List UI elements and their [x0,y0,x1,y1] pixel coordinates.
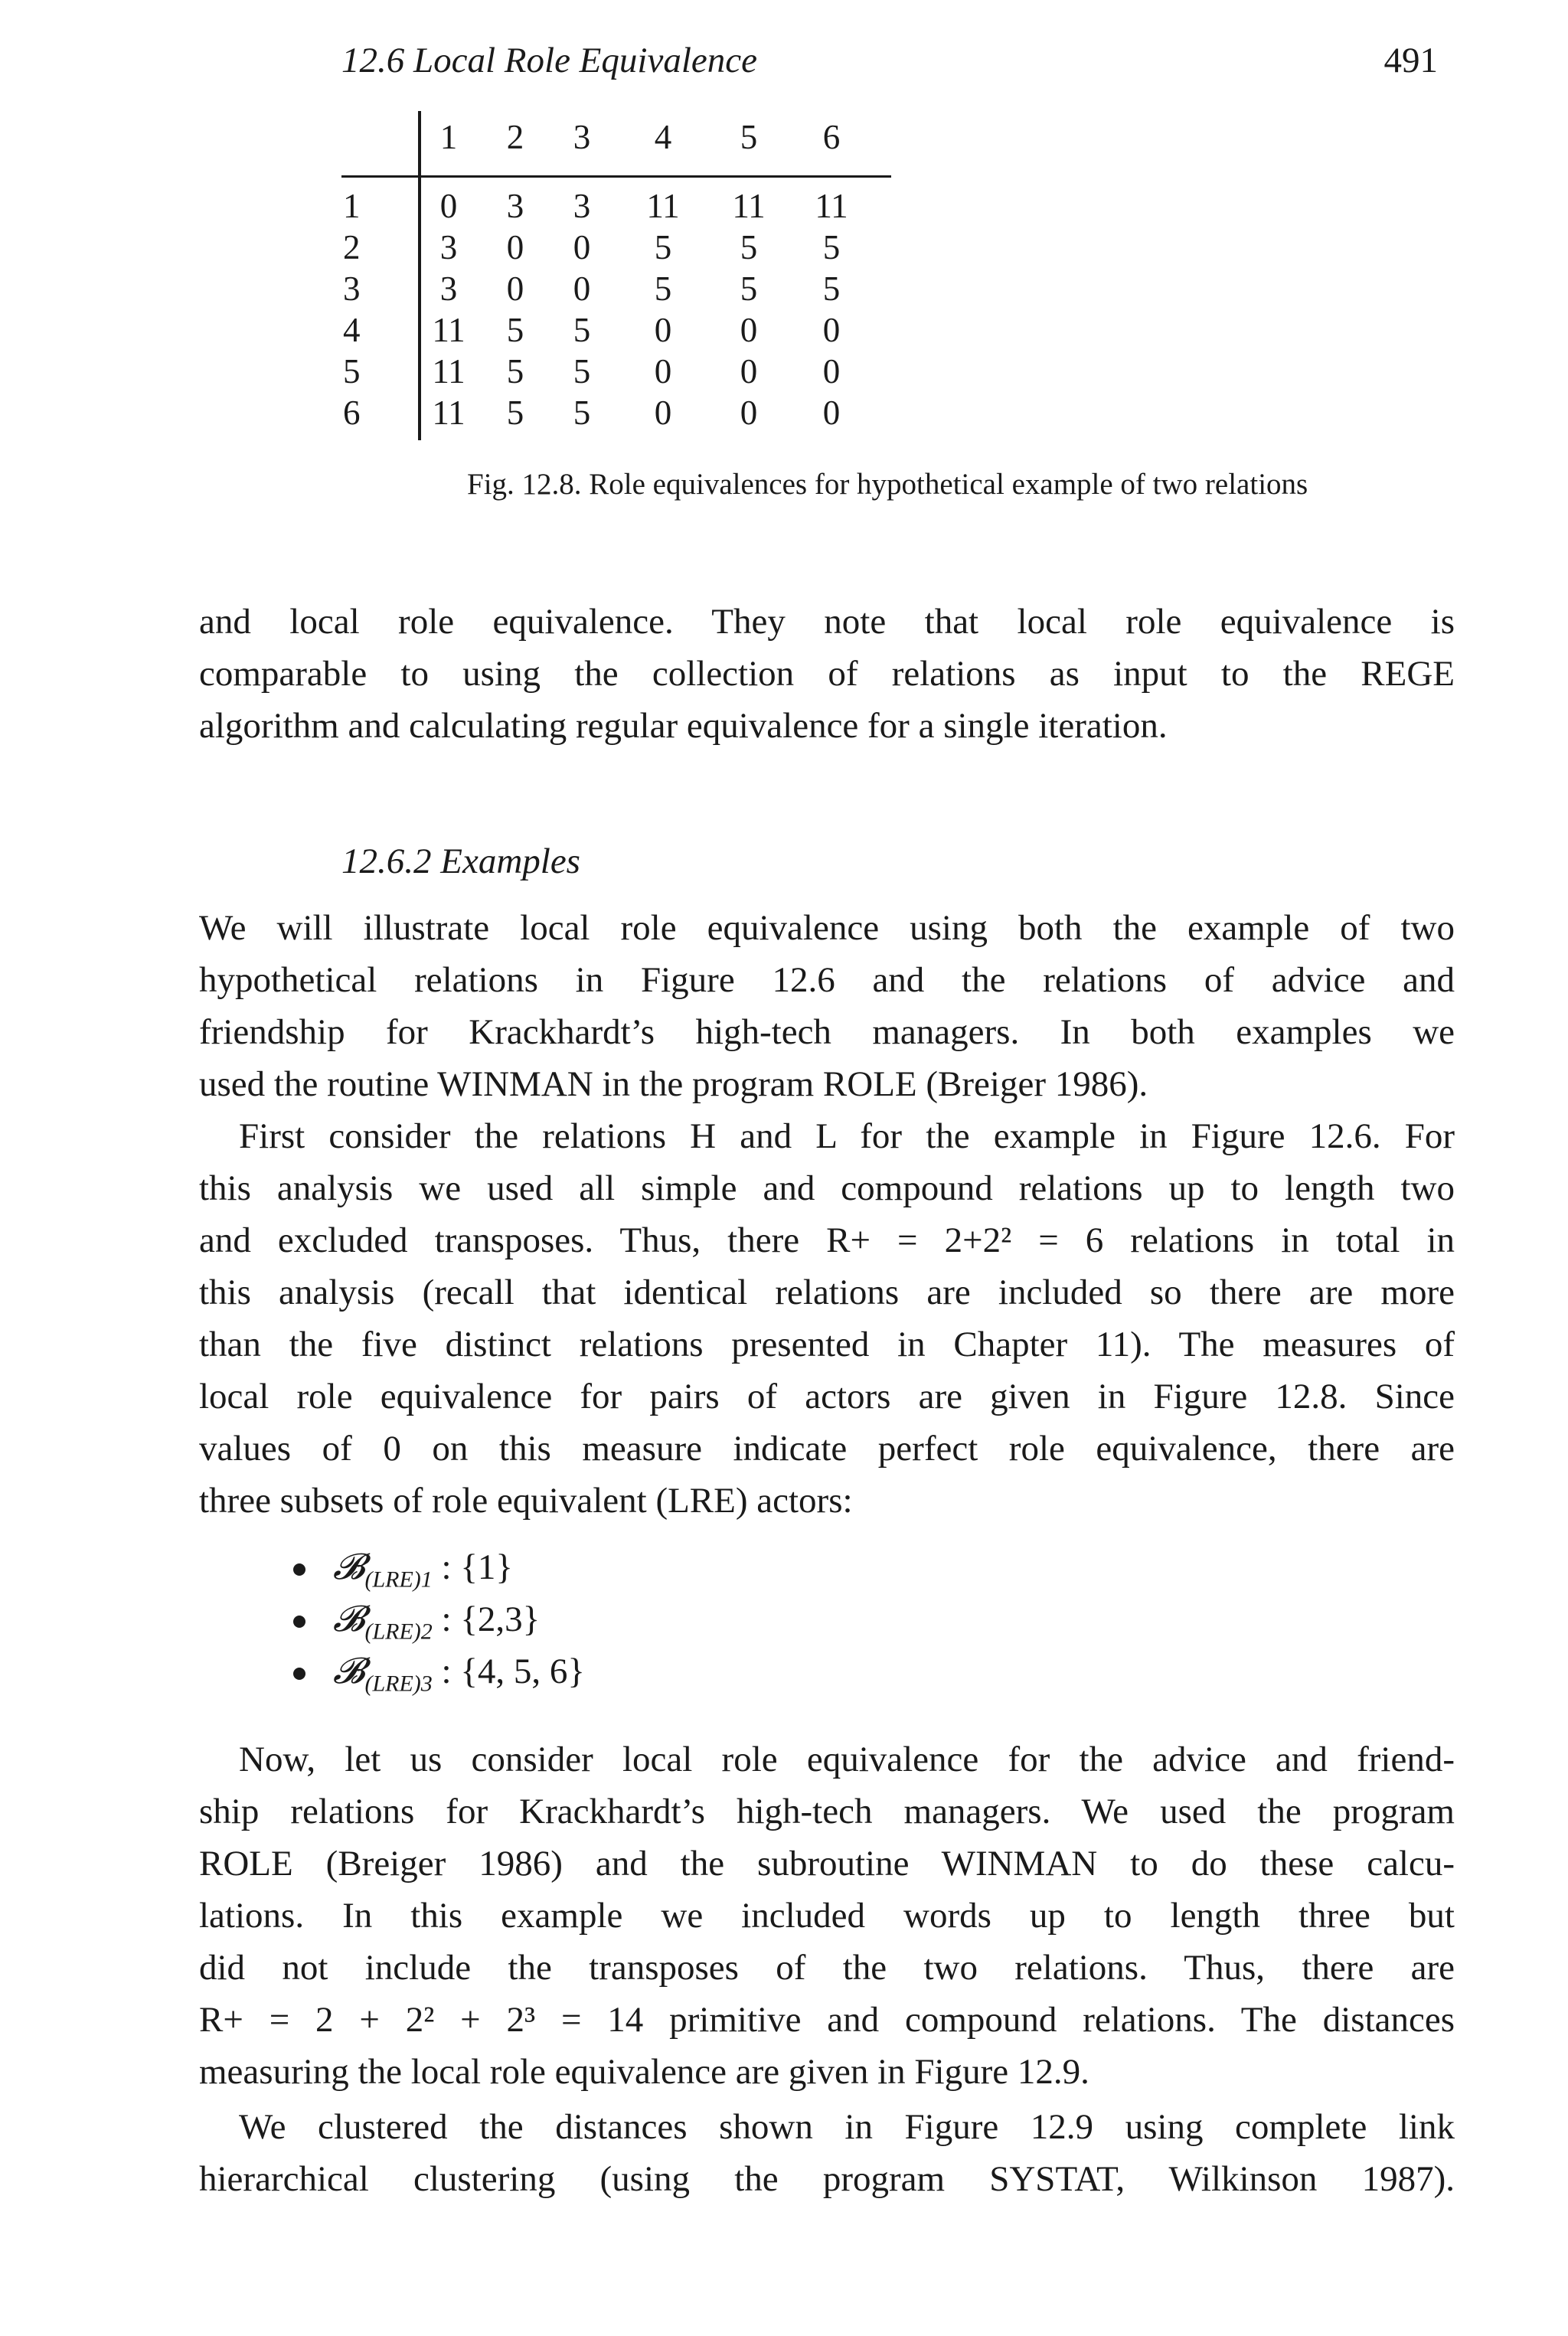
text-line: We clustered the distances shown in Figure 12.9 using complete link [239,2107,1455,2147]
matrix-cell: 11 [646,187,680,225]
matrix-cell: 5 [506,352,524,390]
text-line: ship relations for Krackhardt’s high-tech managers. We used the program [199,1792,1455,1831]
matrix-cell: 5 [822,270,841,308]
matrix-cell: 3 [506,187,524,225]
bullet-icon [293,1616,305,1628]
section-heading: 12.6.2 Examples [341,841,580,881]
matrix-cell: 0 [506,228,524,266]
matrix-horizontal-rule [341,175,891,178]
matrix-cell: 0 [654,394,672,432]
matrix-cell: 0 [506,270,524,308]
matrix-cell: 3 [439,228,458,266]
text-line: local role equivalence for pairs of actors are given in Figure 12.8. Since [199,1377,1455,1416]
row-label: 2 [343,228,361,266]
matrix-cell: 0 [573,270,591,308]
text-line: used the routine WINMAN in the program ROLE (Breiger 1986). [199,1064,1148,1104]
matrix-cell: 5 [573,394,591,432]
text-line: this analysis (recall that identical relations are included so there are more [199,1273,1455,1312]
text-line: ROLE (Breiger 1986) and the subroutine WINMAN to do these calcu- [199,1844,1455,1884]
matrix-cell: 0 [654,352,672,390]
matrix-cell: 0 [740,352,758,390]
text-line: three subsets of role equivalent (LRE) actors: [199,1481,853,1521]
paragraph-2 [199,902,1455,1110]
text-line: We will illustrate local role equivalence using both the example of two [199,908,1455,948]
matrix-cell: 5 [573,311,591,349]
column-header: 5 [740,118,758,156]
paragraph-3 [199,1110,1455,1527]
text-line: algorithm and calculating regular equivalence for a single iteration. [199,706,1168,746]
text-line: First consider the relations H and L for the example in Figure 12.6. For [239,1116,1455,1156]
matrix-cell: 5 [654,270,672,308]
list-item-text: 𝓑$_{(LRE)2}$ : {2,3} [333,1599,541,1645]
matrix-cell: 11 [432,352,466,390]
figure-caption: Fig. 12.8. Role equivalences for hypothetical example of two relations [467,468,1308,501]
column-header: 2 [506,118,524,156]
row-label: 5 [343,352,361,390]
text-line: hierarchical clustering (using the program SYSTAT, Wilkinson 1987). [199,2159,1455,2199]
matrix-cell: 5 [740,228,758,266]
matrix-cell: 11 [732,187,766,225]
matrix-cell: 0 [740,311,758,349]
text-line: measuring the local role equivalence are given in Figure 12.9. [199,2052,1089,2092]
list-item-text: 𝓑$_{(LRE)1}$ : {1} [333,1547,513,1593]
column-header: 4 [654,118,672,156]
matrix-cell: 3 [573,187,591,225]
text-line: comparable to using the collection of relations as input to the REGE [199,654,1455,694]
text-line: R+ = 2 + 2² + 2³ = 14 primitive and compound relations. The distances [199,2000,1455,2040]
column-header: 6 [822,118,841,156]
text-line: Now, let us consider local role equivalence for the advice and friend- [239,1740,1455,1779]
matrix-cell: 5 [506,394,524,432]
paragraph-4 [199,1733,1455,2098]
page-number: 491 [1383,41,1438,80]
matrix-cell: 5 [822,228,841,266]
text-line: this analysis we used all simple and compound relations up to length two [199,1168,1455,1208]
text-line: values of 0 on this measure indicate perfect role equivalence, there are [199,1429,1455,1469]
paragraph-5 [199,2101,1455,2205]
paragraph-1 [199,596,1455,752]
matrix-cell: 11 [432,394,466,432]
text-line: friendship for Krackhardt’s high-tech managers. In both examples we [199,1012,1455,1052]
text-line: and local role equivalence. They note that local role equivalence is [199,602,1455,642]
matrix-cell: 11 [815,187,848,225]
text-line: lations. In this example we included words up to length three but [199,1896,1455,1936]
bullet-icon [293,1668,305,1680]
matrix-cell: 5 [654,228,672,266]
list-item-text: 𝓑$_{(LRE)3}$ : {4, 5, 6} [333,1652,585,1697]
matrix-cell: 5 [740,270,758,308]
text-line: and excluded transposes. Thus, there R+ = 2+2² = 6 relations in total in [199,1220,1455,1260]
matrix-cell: 11 [432,311,466,349]
text-line: did not include the transposes of the two relations. Thus, there are [199,1948,1455,1988]
running-head: 12.6 Local Role Equivalence [341,41,757,80]
column-header: 1 [439,118,458,156]
row-label: 6 [343,394,361,432]
bullet-icon [293,1563,305,1576]
row-label: 4 [343,311,361,349]
matrix-cell: 5 [506,311,524,349]
text-line: than the five distinct relations presented in Chapter 11). The measures of [199,1325,1455,1364]
text-line: hypothetical relations in Figure 12.6 and the relations of advice and [199,960,1455,1000]
matrix-cell: 5 [573,352,591,390]
column-header: 3 [573,118,591,156]
matrix-cell: 3 [439,270,458,308]
matrix-cell: 0 [654,311,672,349]
matrix-cell: 0 [822,352,841,390]
matrix-cell: 0 [822,394,841,432]
row-label: 3 [343,270,361,308]
matrix-cell: 0 [740,394,758,432]
matrix-cell: 0 [573,228,591,266]
matrix-cell: 0 [439,187,458,225]
matrix-cell: 0 [822,311,841,349]
row-label: 1 [343,187,361,225]
